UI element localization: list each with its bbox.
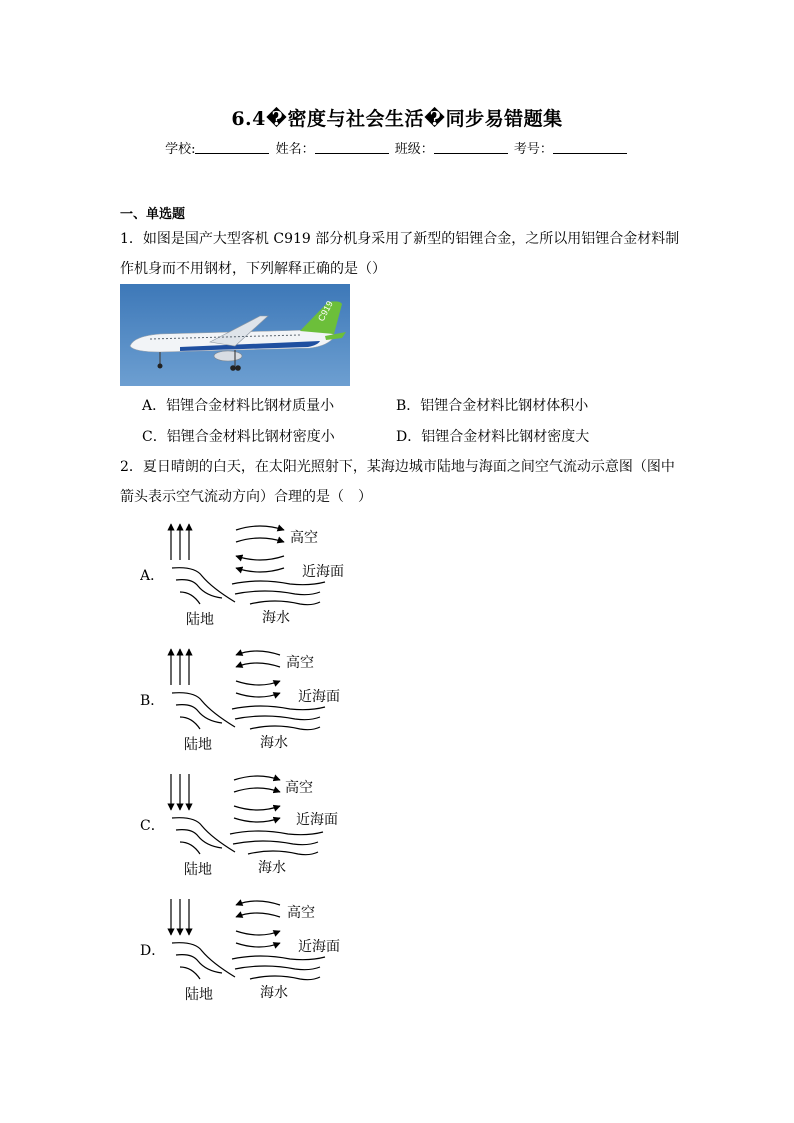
q2-d-high-label: 高空 — [287, 905, 315, 921]
question-1-line-1: 1．如图是国产大型客机 C919 部分机身采用了新型的铝锂合金，之所以用铝锂合金材料制 — [120, 231, 680, 247]
question-1-stem — [120, 224, 680, 284]
q1-option-d: D．铝锂合金材料比钢材密度大 — [396, 429, 590, 445]
q2-option-c-diagram — [140, 768, 390, 883]
q2-c-near-sea-label: 近海面 — [296, 812, 338, 828]
q2-b-near-sea-label: 近海面 — [298, 689, 340, 705]
exam-number-label: 考号： — [513, 142, 553, 157]
c919-tail-label: C919 — [315, 299, 335, 323]
q2-option-b-label: B． — [140, 693, 165, 709]
c919-airplane-photo — [120, 284, 350, 386]
q2-option-a-label: A． — [140, 568, 165, 584]
class-label: 班级： — [394, 142, 434, 157]
q2-option-d-label: D． — [140, 943, 166, 959]
q2-option-d-diagram — [140, 893, 390, 1008]
question-1-line-2: 作机身而不用钢材，下列解释正确的是（） — [120, 261, 386, 277]
page-title: 6.4�密度与社会生活�同步易错题集 — [231, 108, 563, 130]
q2-a-high-label: 高空 — [290, 530, 318, 546]
q2-a-land-label: 陆地 — [186, 612, 214, 628]
school-label: 学校: — [165, 142, 196, 157]
q2-c-land-label: 陆地 — [184, 862, 212, 878]
school-blank — [195, 141, 269, 154]
q2-c-high-label: 高空 — [285, 780, 313, 796]
question-2-line-1: 2．夏日晴朗的白天，在太阳光照射下，某海边城市陆地与海面之间空气流动示意图（图中 — [120, 459, 675, 475]
q2-d-land-label: 陆地 — [185, 987, 213, 1003]
q2-b-land-label: 陆地 — [184, 737, 212, 753]
q1-option-c: C．铝锂合金材料比钢材密度小 — [142, 429, 335, 445]
name-label: 姓名： — [275, 142, 315, 157]
section-heading: 一、单选题 — [120, 207, 186, 222]
class-blank — [434, 141, 508, 154]
q2-option-b-diagram — [140, 643, 390, 758]
exam-number-blank — [553, 141, 627, 154]
q2-d-sea-label: 海水 — [260, 985, 288, 1001]
q2-b-high-label: 高空 — [286, 655, 314, 671]
name-blank — [315, 141, 389, 154]
q2-d-near-sea-label: 近海面 — [298, 939, 340, 955]
question-2-line-2: 箭头表示空气流动方向）合理的是（ ） — [120, 489, 372, 505]
student-info-line — [0, 138, 794, 157]
q2-b-sea-label: 海水 — [260, 735, 288, 751]
q2-c-sea-label: 海水 — [258, 860, 286, 876]
q2-a-sea-label: 海水 — [262, 610, 290, 626]
q2-option-c-label: C． — [140, 818, 165, 834]
question-2-stem — [120, 452, 680, 512]
q1-option-b: B．铝锂合金材料比钢材体积小 — [396, 398, 589, 414]
q2-option-a-diagram — [140, 518, 390, 633]
q1-option-a: A．铝锂合金材料比钢材质量小 — [142, 398, 335, 414]
q2-a-near-sea-label: 近海面 — [302, 564, 344, 580]
